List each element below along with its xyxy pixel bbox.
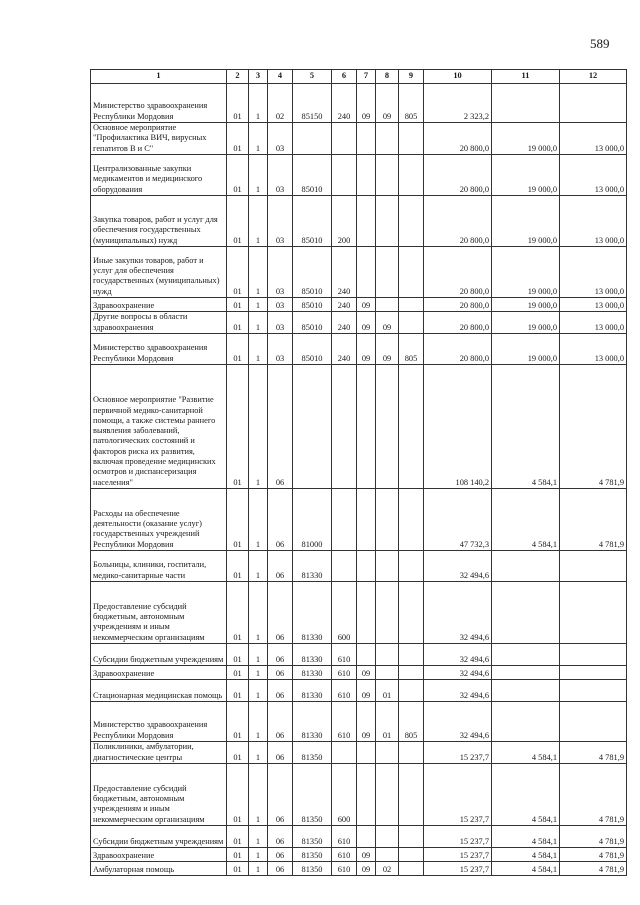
col-6-cell: 240	[332, 246, 357, 297]
col-6-cell	[332, 741, 357, 763]
col-5-cell: 81350	[293, 861, 332, 875]
amount-col-12-cell: 4 781,9	[560, 861, 627, 875]
amount-col-11-cell	[492, 643, 560, 665]
col-9-cell	[399, 488, 424, 550]
item-name-cell: Больницы, клиники, госпитали, медико-санитарные части	[91, 550, 227, 581]
col-9-cell	[399, 154, 424, 195]
col-3-cell: 1	[249, 825, 268, 847]
col-4-cell: 06	[268, 364, 293, 488]
budget-table	[90, 69, 627, 876]
col-3-cell: 1	[249, 550, 268, 581]
table-row	[91, 741, 627, 763]
amount-col-11-cell: 19 000,0	[492, 123, 560, 155]
amount-col-11-cell: 4 584,1	[492, 364, 560, 488]
col-9-cell: 805	[399, 84, 424, 123]
col-5-cell: 85010	[293, 246, 332, 297]
col-4-cell: 06	[268, 488, 293, 550]
table-row	[91, 581, 627, 643]
col-5-cell: 81330	[293, 679, 332, 701]
item-name-cell: Здравоохранение	[91, 297, 227, 311]
col-3-cell: 1	[249, 84, 268, 123]
col-7-cell: 09	[357, 665, 376, 679]
amount-col-11-cell	[492, 679, 560, 701]
header-cell: 10	[424, 70, 492, 84]
col-7-cell	[357, 550, 376, 581]
col-4-cell: 06	[268, 763, 293, 825]
amount-col-10-cell: 108 140,2	[424, 364, 492, 488]
item-name-cell: Другие вопросы в области здравоохранения	[91, 311, 227, 333]
col-5-cell: 85010	[293, 195, 332, 246]
item-name-cell: Расходы на обеспечение деятельности (оказание услуг) государственных учреждений Республики Мордовия	[91, 488, 227, 550]
col-5-cell: 81330	[293, 665, 332, 679]
col-2-cell: 01	[227, 246, 249, 297]
amount-col-12-cell: 4 781,9	[560, 825, 627, 847]
table-body	[91, 84, 627, 876]
col-4-cell: 03	[268, 246, 293, 297]
col-4-cell: 06	[268, 665, 293, 679]
amount-col-10-cell: 20 800,0	[424, 297, 492, 311]
col-7-cell: 09	[357, 701, 376, 741]
amount-col-10-cell: 32 494,6	[424, 581, 492, 643]
col-3-cell: 1	[249, 679, 268, 701]
item-name-cell: Стационарная медицинская помощь	[91, 679, 227, 701]
table-row	[91, 550, 627, 581]
col-9-cell	[399, 665, 424, 679]
header-cell: 6	[332, 70, 357, 84]
col-6-cell: 610	[332, 643, 357, 665]
table-row	[91, 861, 627, 875]
col-3-cell: 1	[249, 123, 268, 155]
col-2-cell: 01	[227, 311, 249, 333]
col-2-cell: 01	[227, 333, 249, 364]
col-3-cell: 1	[249, 763, 268, 825]
table-row	[91, 364, 627, 488]
amount-col-12-cell: 13 000,0	[560, 297, 627, 311]
col-4-cell: 03	[268, 195, 293, 246]
col-7-cell	[357, 364, 376, 488]
header-cell: 9	[399, 70, 424, 84]
col-3-cell: 1	[249, 847, 268, 861]
table-row	[91, 123, 627, 155]
col-3-cell: 1	[249, 741, 268, 763]
col-4-cell: 06	[268, 741, 293, 763]
col-5-cell: 81330	[293, 550, 332, 581]
col-4-cell: 03	[268, 333, 293, 364]
amount-col-12-cell: 13 000,0	[560, 123, 627, 155]
col-5-cell: 85150	[293, 84, 332, 123]
col-8-cell	[376, 643, 399, 665]
col-7-cell	[357, 488, 376, 550]
amount-col-11-cell	[492, 581, 560, 643]
col-5-cell: 81350	[293, 763, 332, 825]
amount-col-12-cell: 13 000,0	[560, 246, 627, 297]
amount-col-11-cell: 19 000,0	[492, 297, 560, 311]
col-8-cell: 09	[376, 333, 399, 364]
col-2-cell: 01	[227, 665, 249, 679]
col-6-cell: 600	[332, 581, 357, 643]
amount-col-10-cell: 32 494,6	[424, 643, 492, 665]
header-cell: 12	[560, 70, 627, 84]
header-cell: 11	[492, 70, 560, 84]
amount-col-11-cell: 4 584,1	[492, 847, 560, 861]
amount-col-10-cell: 47 732,3	[424, 488, 492, 550]
header-cell: 5	[293, 70, 332, 84]
col-8-cell	[376, 741, 399, 763]
col-6-cell	[332, 364, 357, 488]
amount-col-11-cell: 4 584,1	[492, 488, 560, 550]
col-7-cell	[357, 195, 376, 246]
col-2-cell: 01	[227, 488, 249, 550]
amount-col-10-cell: 32 494,6	[424, 701, 492, 741]
col-2-cell: 01	[227, 825, 249, 847]
item-name-cell: Поликлиники, амбулатории, диагностические центры	[91, 741, 227, 763]
amount-col-11-cell: 4 584,1	[492, 741, 560, 763]
col-7-cell	[357, 763, 376, 825]
col-8-cell	[376, 154, 399, 195]
col-2-cell: 01	[227, 364, 249, 488]
col-7-cell: 09	[357, 679, 376, 701]
col-2-cell: 01	[227, 861, 249, 875]
col-9-cell: 805	[399, 333, 424, 364]
col-2-cell: 01	[227, 679, 249, 701]
col-3-cell: 1	[249, 861, 268, 875]
header-cell: 7	[357, 70, 376, 84]
col-2-cell: 01	[227, 643, 249, 665]
amount-col-12-cell: 4 781,9	[560, 741, 627, 763]
amount-col-10-cell: 15 237,7	[424, 741, 492, 763]
amount-col-10-cell: 15 237,7	[424, 825, 492, 847]
item-name-cell: Министерство здравоохранения Республики Мордовия	[91, 333, 227, 364]
amount-col-11-cell: 19 000,0	[492, 246, 560, 297]
amount-col-10-cell: 20 800,0	[424, 195, 492, 246]
table-row	[91, 84, 627, 123]
col-5-cell: 81000	[293, 488, 332, 550]
col-8-cell: 01	[376, 679, 399, 701]
col-6-cell: 240	[332, 311, 357, 333]
table-row	[91, 679, 627, 701]
amount-col-10-cell: 32 494,6	[424, 679, 492, 701]
item-name-cell: Субсидии бюджетным учреждениям	[91, 825, 227, 847]
amount-col-10-cell: 15 237,7	[424, 861, 492, 875]
amount-col-10-cell: 20 800,0	[424, 246, 492, 297]
col-6-cell	[332, 488, 357, 550]
col-5-cell: 81350	[293, 741, 332, 763]
col-9-cell	[399, 679, 424, 701]
col-5-cell: 81350	[293, 825, 332, 847]
col-8-cell	[376, 763, 399, 825]
col-2-cell: 01	[227, 581, 249, 643]
col-5-cell: 85010	[293, 297, 332, 311]
col-3-cell: 1	[249, 665, 268, 679]
amount-col-10-cell: 15 237,7	[424, 763, 492, 825]
col-8-cell	[376, 364, 399, 488]
item-name-cell: Централизованные закупки медикаментов и медицинского оборудования	[91, 154, 227, 195]
col-9-cell	[399, 123, 424, 155]
amount-col-10-cell: 2 323,2	[424, 84, 492, 123]
amount-col-12-cell: 13 000,0	[560, 154, 627, 195]
col-4-cell: 06	[268, 550, 293, 581]
col-4-cell: 06	[268, 679, 293, 701]
col-9-cell	[399, 581, 424, 643]
col-6-cell: 610	[332, 701, 357, 741]
amount-col-11-cell: 19 000,0	[492, 333, 560, 364]
col-3-cell: 1	[249, 364, 268, 488]
amount-col-12-cell	[560, 581, 627, 643]
amount-col-10-cell: 20 800,0	[424, 154, 492, 195]
amount-col-10-cell: 20 800,0	[424, 333, 492, 364]
col-4-cell: 03	[268, 123, 293, 155]
col-4-cell: 03	[268, 311, 293, 333]
table-header	[91, 70, 627, 84]
col-8-cell: 01	[376, 701, 399, 741]
col-9-cell	[399, 741, 424, 763]
col-3-cell: 1	[249, 488, 268, 550]
col-7-cell: 09	[357, 847, 376, 861]
amount-col-11-cell: 19 000,0	[492, 154, 560, 195]
col-2-cell: 01	[227, 847, 249, 861]
amount-col-11-cell	[492, 665, 560, 679]
header-cell: 2	[227, 70, 249, 84]
col-5-cell	[293, 123, 332, 155]
col-2-cell: 01	[227, 550, 249, 581]
amount-col-11-cell: 19 000,0	[492, 195, 560, 246]
col-9-cell: 805	[399, 701, 424, 741]
col-4-cell: 03	[268, 297, 293, 311]
col-7-cell	[357, 825, 376, 847]
col-7-cell: 09	[357, 297, 376, 311]
col-7-cell	[357, 643, 376, 665]
col-9-cell	[399, 195, 424, 246]
col-8-cell	[376, 488, 399, 550]
item-name-cell: Закупка товаров, работ и услуг для обеспечения государственных (муниципальных) нужд	[91, 195, 227, 246]
col-2-cell: 01	[227, 763, 249, 825]
col-7-cell: 09	[357, 333, 376, 364]
col-3-cell: 1	[249, 333, 268, 364]
col-4-cell: 02	[268, 84, 293, 123]
col-8-cell	[376, 195, 399, 246]
col-8-cell: 09	[376, 84, 399, 123]
amount-col-11-cell	[492, 550, 560, 581]
col-9-cell	[399, 861, 424, 875]
col-3-cell: 1	[249, 297, 268, 311]
col-6-cell: 240	[332, 297, 357, 311]
col-9-cell	[399, 311, 424, 333]
amount-col-11-cell: 4 584,1	[492, 861, 560, 875]
col-7-cell	[357, 123, 376, 155]
amount-col-12-cell: 4 781,9	[560, 488, 627, 550]
amount-col-11-cell	[492, 701, 560, 741]
col-9-cell	[399, 364, 424, 488]
amount-col-10-cell: 20 800,0	[424, 311, 492, 333]
col-7-cell	[357, 741, 376, 763]
header-cell: 1	[91, 70, 227, 84]
table-row	[91, 297, 627, 311]
col-7-cell: 09	[357, 861, 376, 875]
col-6-cell: 610	[332, 679, 357, 701]
amount-col-10-cell: 32 494,6	[424, 550, 492, 581]
table-row	[91, 488, 627, 550]
amount-col-12-cell	[560, 550, 627, 581]
amount-col-12-cell: 4 781,9	[560, 847, 627, 861]
col-6-cell: 610	[332, 861, 357, 875]
col-8-cell	[376, 665, 399, 679]
table-row	[91, 195, 627, 246]
item-name-cell: Иные закупки товаров, работ и услуг для обеспечения государственных (муниципальных) нужд	[91, 246, 227, 297]
amount-col-10-cell: 20 800,0	[424, 123, 492, 155]
table-row	[91, 847, 627, 861]
item-name-cell: Министерство здравоохранения Республики Мордовия	[91, 84, 227, 123]
amount-col-12-cell	[560, 701, 627, 741]
col-6-cell: 240	[332, 333, 357, 364]
item-name-cell: Предоставление субсидий бюджетным, автономным учреждениям и иным некоммерческим организациям	[91, 581, 227, 643]
table-row	[91, 701, 627, 741]
col-5-cell: 85010	[293, 154, 332, 195]
col-2-cell: 01	[227, 195, 249, 246]
col-7-cell	[357, 154, 376, 195]
header-cell: 8	[376, 70, 399, 84]
page-number: 589	[590, 36, 610, 51]
col-6-cell: 610	[332, 825, 357, 847]
col-9-cell	[399, 246, 424, 297]
amount-col-12-cell: 13 000,0	[560, 311, 627, 333]
amount-col-12-cell: 4 781,9	[560, 364, 627, 488]
col-6-cell	[332, 123, 357, 155]
amount-col-12-cell	[560, 665, 627, 679]
col-8-cell	[376, 123, 399, 155]
col-5-cell: 81350	[293, 847, 332, 861]
amount-col-12-cell	[560, 84, 627, 123]
table-row	[91, 665, 627, 679]
col-3-cell: 1	[249, 246, 268, 297]
col-9-cell	[399, 643, 424, 665]
item-name-cell: Основное мероприятие "Профилактика ВИЧ, вирусных гепатитов В и С"	[91, 123, 227, 155]
col-2-cell: 01	[227, 84, 249, 123]
col-3-cell: 1	[249, 701, 268, 741]
col-3-cell: 1	[249, 311, 268, 333]
col-5-cell: 81330	[293, 643, 332, 665]
col-6-cell: 600	[332, 763, 357, 825]
col-8-cell	[376, 550, 399, 581]
col-8-cell	[376, 246, 399, 297]
table-row	[91, 311, 627, 333]
col-6-cell: 610	[332, 665, 357, 679]
col-4-cell: 03	[268, 154, 293, 195]
item-name-cell: Министерство здравоохранения Республики Мордовия	[91, 701, 227, 741]
amount-col-12-cell	[560, 643, 627, 665]
table-row	[91, 825, 627, 847]
col-4-cell: 06	[268, 701, 293, 741]
col-3-cell: 1	[249, 195, 268, 246]
col-6-cell	[332, 550, 357, 581]
item-name-cell: Предоставление субсидий бюджетным, автономным учреждениям и иным некоммерческим организациям	[91, 763, 227, 825]
col-2-cell: 01	[227, 123, 249, 155]
item-name-cell: Здравоохранение	[91, 665, 227, 679]
col-2-cell: 01	[227, 741, 249, 763]
col-8-cell	[376, 297, 399, 311]
header-row	[91, 70, 627, 84]
amount-col-12-cell: 13 000,0	[560, 195, 627, 246]
col-7-cell: 09	[357, 311, 376, 333]
col-8-cell	[376, 847, 399, 861]
col-6-cell	[332, 154, 357, 195]
col-3-cell: 1	[249, 154, 268, 195]
col-2-cell: 01	[227, 154, 249, 195]
col-5-cell: 85010	[293, 333, 332, 364]
item-name-cell: Субсидии бюджетным учреждениям	[91, 643, 227, 665]
col-5-cell: 81330	[293, 701, 332, 741]
amount-col-12-cell: 13 000,0	[560, 333, 627, 364]
col-4-cell: 06	[268, 643, 293, 665]
col-8-cell	[376, 581, 399, 643]
col-6-cell: 200	[332, 195, 357, 246]
table-row	[91, 246, 627, 297]
col-7-cell: 09	[357, 84, 376, 123]
col-9-cell	[399, 825, 424, 847]
col-4-cell: 06	[268, 581, 293, 643]
col-6-cell: 610	[332, 847, 357, 861]
header-cell: 4	[268, 70, 293, 84]
amount-col-11-cell: 4 584,1	[492, 763, 560, 825]
table-row	[91, 763, 627, 825]
table-row	[91, 643, 627, 665]
col-8-cell: 09	[376, 311, 399, 333]
item-name-cell: Основное мероприятие "Развитие первичной медико-санитарной помощи, а также системы раннего выявления заболеваний, патологических состояний и факторов риска их развития, включая проведение медицинских осмотров и диспансеризация населения"	[91, 364, 227, 488]
col-3-cell: 1	[249, 581, 268, 643]
col-2-cell: 01	[227, 297, 249, 311]
col-5-cell	[293, 364, 332, 488]
col-9-cell	[399, 847, 424, 861]
col-4-cell: 06	[268, 861, 293, 875]
amount-col-10-cell: 32 494,6	[424, 665, 492, 679]
header-cell: 3	[249, 70, 268, 84]
amount-col-11-cell: 4 584,1	[492, 825, 560, 847]
col-7-cell	[357, 246, 376, 297]
col-2-cell: 01	[227, 701, 249, 741]
item-name-cell: Здравоохранение	[91, 847, 227, 861]
col-9-cell	[399, 550, 424, 581]
amount-col-12-cell	[560, 679, 627, 701]
col-9-cell	[399, 763, 424, 825]
item-name-cell: Амбулаторная помощь	[91, 861, 227, 875]
amount-col-11-cell: 19 000,0	[492, 311, 560, 333]
table-row	[91, 333, 627, 364]
col-9-cell	[399, 297, 424, 311]
col-8-cell: 02	[376, 861, 399, 875]
table-row	[91, 154, 627, 195]
amount-col-11-cell	[492, 84, 560, 123]
amount-col-12-cell: 4 781,9	[560, 763, 627, 825]
col-8-cell	[376, 825, 399, 847]
col-4-cell: 06	[268, 825, 293, 847]
col-4-cell: 06	[268, 847, 293, 861]
col-5-cell: 81330	[293, 581, 332, 643]
col-5-cell: 85010	[293, 311, 332, 333]
col-6-cell: 240	[332, 84, 357, 123]
amount-col-10-cell: 15 237,7	[424, 847, 492, 861]
col-3-cell: 1	[249, 643, 268, 665]
col-7-cell	[357, 581, 376, 643]
